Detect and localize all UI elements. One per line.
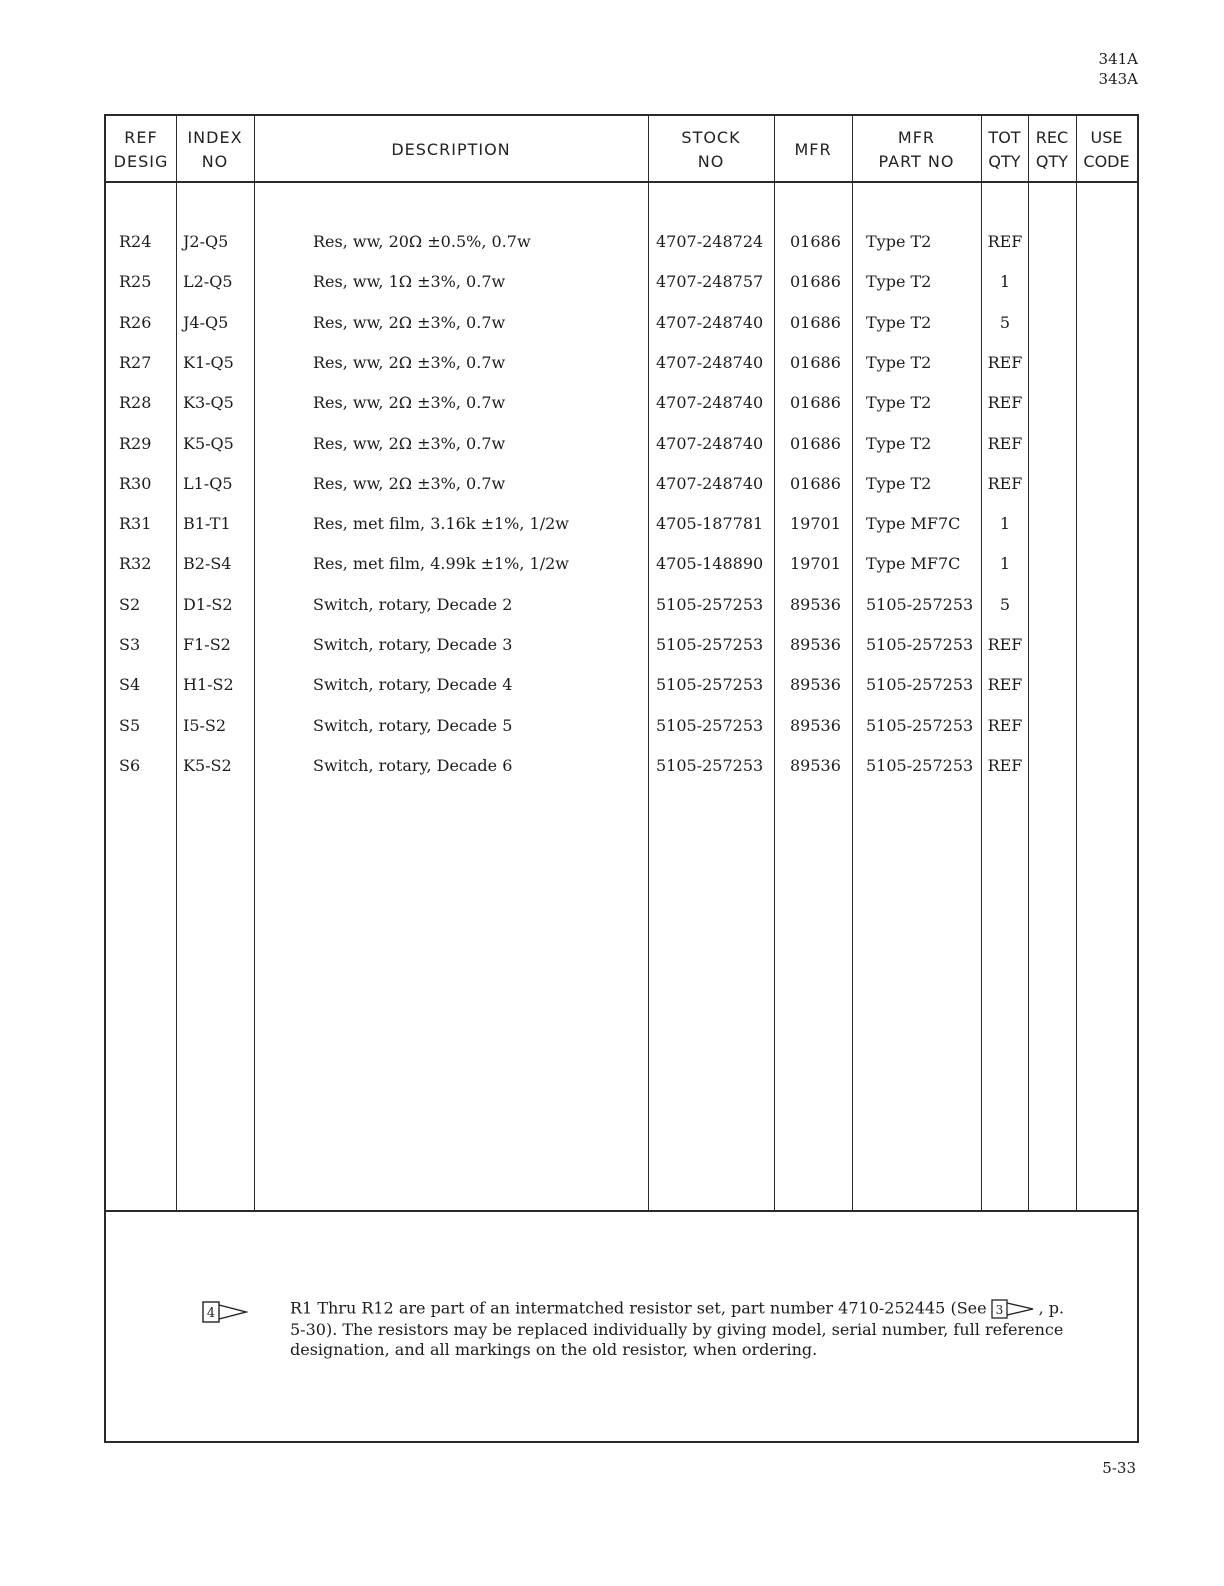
model-number-341a: 341A [1098,50,1138,68]
tot-qty-cell: REF [987,635,1023,654]
index-no-cell: K5-S2 [183,755,232,775]
mfr-part-no-cell: Type T2 [866,312,932,332]
description-cell: Switch, rotary, Decade 3 [313,635,513,654]
index-no-cell: B2-S4 [183,554,232,574]
table-row [106,714,1137,738]
stock-no-cell: 4707-248757 [656,272,764,292]
mfr-part-no-cell: Type MF7C [866,554,961,574]
stock-no-cell: 4707-248740 [656,433,764,453]
tot-qty-cell: REF [987,393,1023,413]
mfr-part-no-cell: Type T2 [866,393,932,413]
mfr-code-cell: 89536 [790,715,841,735]
mfr-code-cell: 01686 [790,272,841,292]
note-inline-marker-number: 3 [995,1303,1003,1317]
description-cell: Switch, rotary, Decade 5 [313,715,513,735]
table-row [106,270,1137,294]
header-tot-qty: TOT QTY [988,128,1021,171]
stock-no-cell: 4705-187781 [656,514,764,534]
table-row [106,512,1137,536]
tot-qty-cell: REF [987,352,1023,372]
mfr-code-cell: 01686 [790,352,841,372]
ref-desig-cell: S6 [119,755,141,775]
table-row [106,432,1137,456]
tot-qty-cell: 1 [999,554,1011,574]
mfr-code-cell: 19701 [790,514,841,534]
header-index-no: INDEX NO [187,128,243,171]
note-text-part-2: , p. 5-30). The resistors may be replaced individually by giving model, serial number, full reference designation, and all markings on the old resistor, when ordering. [290,1298,1065,1359]
description-cell: Res, ww, 2Ω ±3%, 0.7w [313,352,506,372]
mfr-part-no-cell: Type T2 [866,433,932,453]
ref-desig-cell: R29 [119,433,152,453]
ref-desig-cell: S5 [119,715,141,735]
table-row [106,593,1137,617]
mfr-part-no-cell: Type T2 [866,473,932,493]
table-row [106,472,1137,496]
ref-desig-cell: R24 [119,232,152,251]
index-no-cell: H1-S2 [183,675,234,695]
stock-no-cell: 4707-248724 [656,232,764,251]
description-cell: Res, met film, 4.99k ±1%, 1/2w [313,554,569,574]
mfr-part-no-cell: Type T2 [866,352,932,372]
table-row [106,391,1137,415]
description-cell: Res, ww, 2Ω ±3%, 0.7w [313,312,506,332]
index-no-cell: I5-S2 [183,715,227,735]
index-no-cell: D1-S2 [183,594,233,614]
index-no-cell: B1-T1 [183,514,231,534]
mfr-part-no-cell: Type T2 [866,232,932,251]
index-no-cell: K5-Q5 [183,433,234,453]
index-no-cell: L2-Q5 [183,272,233,292]
table-row [106,351,1137,375]
mfr-code-cell: 89536 [790,594,841,614]
description-cell: Res, ww, 20Ω ±0.5%, 0.7w [313,232,531,251]
header-mfr-part-no: MFR PART NO [878,128,955,171]
table-row [106,552,1137,576]
description-cell: Switch, rotary, Decade 4 [313,675,513,695]
ref-desig-cell: S2 [119,594,141,614]
stock-no-cell: 5105-257253 [656,675,764,695]
mfr-part-no-cell: 5105-257253 [866,715,974,735]
tot-qty-cell: REF [987,675,1023,695]
tot-qty-cell: 1 [999,272,1011,292]
ref-desig-cell: R26 [119,312,152,332]
note-marker-number: 4 [206,1306,216,1321]
ref-desig-cell: R27 [119,352,152,372]
header-ref-desig: REF DESIG [113,128,169,171]
header-mfr: MFR [794,140,832,159]
mfr-part-no-cell: Type MF7C [866,514,961,534]
note-4-marker-icon [202,1300,248,1324]
mfr-code-cell: 01686 [790,433,841,453]
mfr-code-cell: 89536 [790,635,841,654]
table-row [106,754,1137,778]
description-cell: Res, ww, 2Ω ±3%, 0.7w [313,433,506,453]
index-no-cell: L1-Q5 [183,473,233,493]
mfr-code-cell: 89536 [790,675,841,695]
tot-qty-cell: 5 [999,594,1011,614]
tot-qty-cell: 5 [999,312,1011,332]
stock-no-cell: 5105-257253 [656,755,764,775]
ref-desig-cell: R28 [119,393,152,413]
description-cell: Res, ww, 2Ω ±3%, 0.7w [313,393,506,413]
header-description: DESCRIPTION [391,140,511,159]
index-no-cell: J4-Q5 [183,312,229,332]
ref-desig-cell: S4 [119,675,141,695]
model-number-343a: 343A [1098,70,1138,88]
ref-desig-cell: R30 [119,473,152,493]
table-row [106,311,1137,335]
mfr-part-no-cell: Type T2 [866,272,932,292]
mfr-code-cell: 01686 [790,312,841,332]
tot-qty-cell: REF [987,433,1023,453]
mfr-part-no-cell: 5105-257253 [866,755,974,775]
description-cell: Res, ww, 2Ω ±3%, 0.7w [313,473,506,493]
stock-no-cell: 4707-248740 [656,312,764,332]
note-text-part-1: R1 Thru R12 are part of an intermatched resistor set, part number 4710-252445 (See [290,1298,987,1318]
header-use-code: USE CODE [1083,128,1130,171]
tot-qty-cell: REF [987,715,1023,735]
parts-list-table [104,114,1139,1443]
table-row [106,633,1137,657]
mfr-code-cell: 01686 [790,393,841,413]
table-row [106,230,1137,254]
notes-divider [106,1210,1137,1212]
header-divider [106,181,1137,183]
tot-qty-cell: 1 [999,514,1011,534]
note-3-reference-icon [991,1298,1035,1320]
ref-desig-cell: S3 [119,635,141,654]
stock-no-cell: 4707-248740 [656,473,764,493]
ref-desig-cell: R25 [119,272,152,292]
index-no-cell: F1-S2 [183,635,231,654]
description-cell: Switch, rotary, Decade 6 [313,755,513,775]
tot-qty-cell: REF [987,755,1023,775]
index-no-cell: K3-Q5 [183,393,234,413]
note-text [290,1298,1070,1360]
mfr-code-cell: 19701 [790,554,841,574]
mfr-code-cell: 01686 [790,473,841,493]
stock-no-cell: 5105-257253 [656,594,764,614]
description-cell: Res, met film, 3.16k ±1%, 1/2w [313,514,569,534]
mfr-part-no-cell: 5105-257253 [866,675,974,695]
mfr-part-no-cell: 5105-257253 [866,594,974,614]
ref-desig-cell: R32 [119,554,152,574]
header-stock-no: STOCK NO [681,128,741,171]
index-no-cell: K1-Q5 [183,352,234,372]
mfr-part-no-cell: 5105-257253 [866,635,974,654]
mfr-code-cell: 01686 [790,232,841,251]
stock-no-cell: 4707-248740 [656,393,764,413]
table-row [106,673,1137,697]
page-number: 5-33 [1102,1459,1136,1477]
description-cell: Res, ww, 1Ω ±3%, 0.7w [313,272,506,292]
stock-no-cell: 4705-148890 [656,554,764,574]
tot-qty-cell: REF [987,473,1023,493]
stock-no-cell: 5105-257253 [656,635,764,654]
tot-qty-cell: REF [987,232,1023,251]
stock-no-cell: 5105-257253 [656,715,764,735]
header-rec-qty: REC QTY [1035,128,1069,171]
ref-desig-cell: R31 [119,514,152,534]
mfr-code-cell: 89536 [790,755,841,775]
index-no-cell: J2-Q5 [183,232,229,251]
description-cell: Switch, rotary, Decade 2 [313,594,513,614]
stock-no-cell: 4707-248740 [656,352,764,372]
